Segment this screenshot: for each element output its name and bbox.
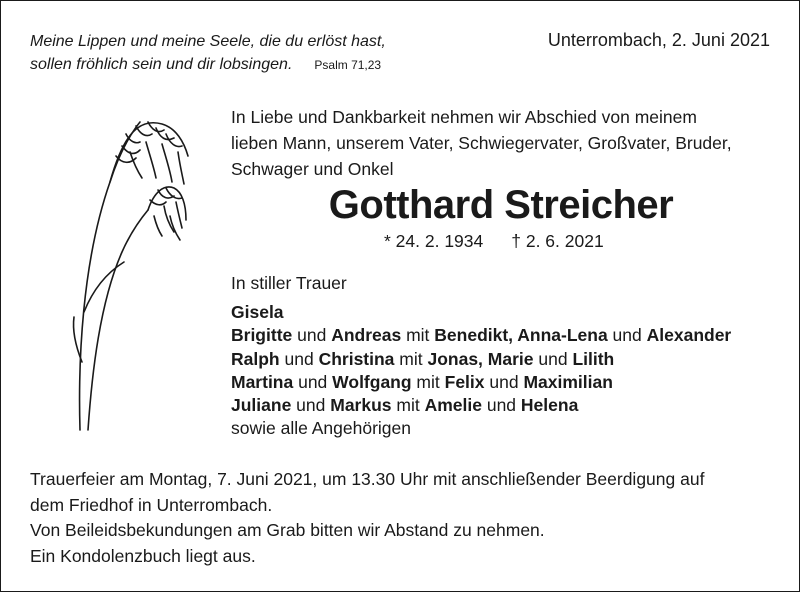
intro-line: Schwager und Onkel [231, 159, 394, 179]
mourning-label: In stiller Trauer [231, 273, 347, 293]
family-member-name: Brigitte [231, 325, 293, 346]
notes-line: dem Friedhof in Unterrombach. [30, 494, 273, 515]
family-connector: und [607, 325, 647, 346]
family-row [231, 394, 731, 417]
family-connector: mit [401, 325, 435, 346]
intro-text [231, 104, 776, 182]
family-member-name: Gisela [231, 302, 284, 322]
family-row [231, 371, 731, 394]
place-date: Unterrombach, 2. Juni 2021 [547, 30, 770, 50]
family-member-name: Martina [231, 371, 294, 392]
family-list [231, 301, 731, 441]
family-connector: und [279, 348, 319, 369]
family-connector: und [291, 395, 331, 416]
deceased-name: Gotthard Streicher [328, 183, 674, 227]
family-connector: und [533, 348, 573, 369]
family-row [231, 417, 731, 440]
family-member-name: Markus [330, 395, 392, 416]
verse-line [30, 53, 386, 77]
bible-verse [30, 30, 386, 77]
notes-line: Trauerfeier am Montag, 7. Juni 2021, um 13.30 Uhr mit anschließender Beerdigung auf [30, 469, 705, 489]
wheat-stalk-icon [66, 112, 196, 442]
intro-line: lieben Mann, unserem Vater, Schwiegervater, Großvater, Bruder, [231, 133, 732, 153]
family-connector: und [481, 395, 521, 416]
family-row [231, 301, 731, 324]
intro-line: In Liebe und Dankbarkeit nehmen wir Abschied von meinem [231, 107, 697, 127]
family-member-name: Jonas, Marie [427, 348, 534, 369]
family-connector: und [484, 371, 524, 392]
life-dates [384, 231, 604, 252]
death-date: † 2. 6. 2021 [511, 231, 604, 251]
family-member-name: Alexander [646, 325, 732, 346]
notes-line: Ein Kondolenzbuch liegt aus. [30, 546, 256, 567]
family-connector: mit [391, 395, 425, 416]
funeral-notes [30, 467, 775, 570]
family-member-name: Lilith [572, 348, 615, 369]
verse-line: Meine Lippen und meine Seele, die du erlöst hast, [30, 33, 386, 50]
family-member-name: Ralph [231, 348, 280, 369]
family-row [231, 324, 731, 347]
family-connector: mit [394, 348, 428, 369]
verse-reference: Psalm 71,23 [314, 58, 382, 72]
notes-line: Von Beileidsbekundungen am Grab bitten wir Abstand zu nehmen. [30, 520, 545, 541]
family-connector: und [293, 371, 333, 392]
birth-date: * 24. 2. 1934 [384, 231, 484, 251]
family-member-name: Christina [318, 348, 395, 369]
family-member-name: Wolfgang [332, 371, 412, 392]
verse-line-text: sollen fröhlich sein und dir lobsingen. [30, 56, 293, 73]
family-member-name: Andreas [331, 325, 402, 346]
family-member-name: Benedikt, Anna-Lena [434, 325, 608, 346]
family-member-name: Maximilian [523, 371, 613, 392]
family-row [231, 348, 731, 371]
family-member-name: Amelie [424, 395, 482, 416]
family-member-name: Felix [444, 371, 485, 392]
family-member-name: Juliane [231, 395, 292, 416]
family-connector: sowie alle Angehörigen [231, 418, 411, 439]
family-connector: mit [411, 371, 445, 392]
family-member-name: Helena [520, 395, 579, 416]
family-connector: und [292, 325, 332, 346]
